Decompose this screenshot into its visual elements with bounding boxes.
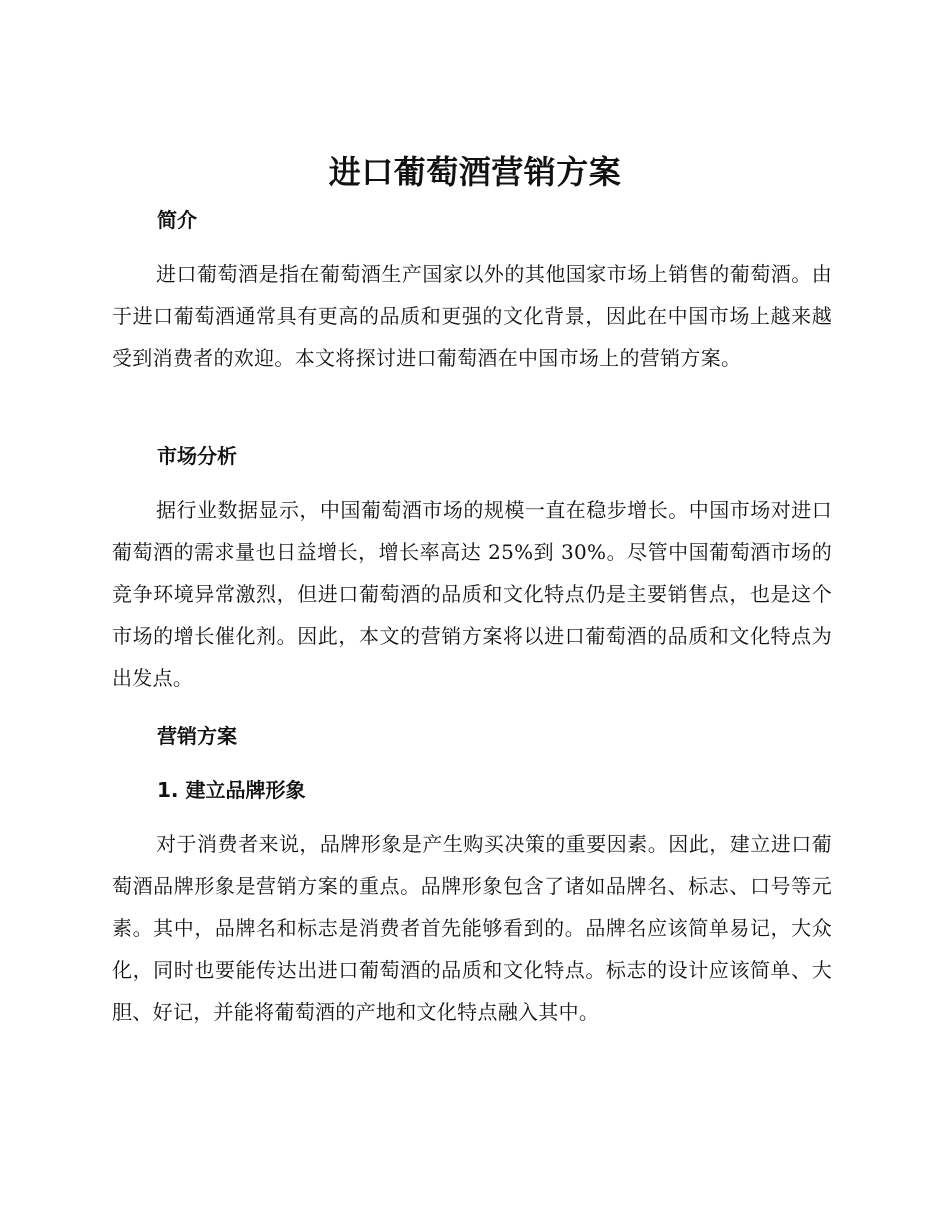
paragraph-market-analysis: 据行业数据显示，中国葡萄酒市场的规模一直在稳步增长。中国市场对进口葡萄酒的需求量也日益增长，增长率高达 25%到 30%。尽管中国葡萄酒市场的竞争环境异常激烈，但进口葡萄酒的品质和文化特点仍是主要销售点，也是这个市场的增长催化剂。因此，本文的营销方案将以进口葡萄酒的品质和文化特点为出发点。 (112, 498, 832, 690)
subsection-heading-brand-image: 1. 建立品牌形象 (157, 778, 306, 802)
paragraph-intro: 进口葡萄酒是指在葡萄酒生产国家以外的其他国家市场上销售的葡萄酒。由于进口葡萄酒通常具有更高的品质和更强的文化背景，因此在中国市场上越来越受到消费者的欢迎。本文将探讨进口葡萄酒在中国市场上的营销方案。 (112, 262, 832, 370)
document-title: 进口葡萄酒营销方案 (328, 153, 622, 191)
section-heading-marketing-plan: 营销方案 (157, 724, 237, 748)
section-heading-market-analysis: 市场分析 (157, 444, 237, 468)
section-heading-intro: 简介 (157, 208, 197, 232)
paragraph-brand-image: 对于消费者来说，品牌形象是产生购买决策的重要因素。因此，建立进口葡萄酒品牌形象是营销方案的重点。品牌形象包含了诸如品牌名、标志、口号等元素。其中，品牌名和标志是消费者首先能够看到的。品牌名应该简单易记，大众化，同时也要能传达出进口葡萄酒的品质和文化特点。标志的设计应该简单、大胆、好记，并能将葡萄酒的产地和文化特点融入其中。 (112, 832, 832, 1024)
